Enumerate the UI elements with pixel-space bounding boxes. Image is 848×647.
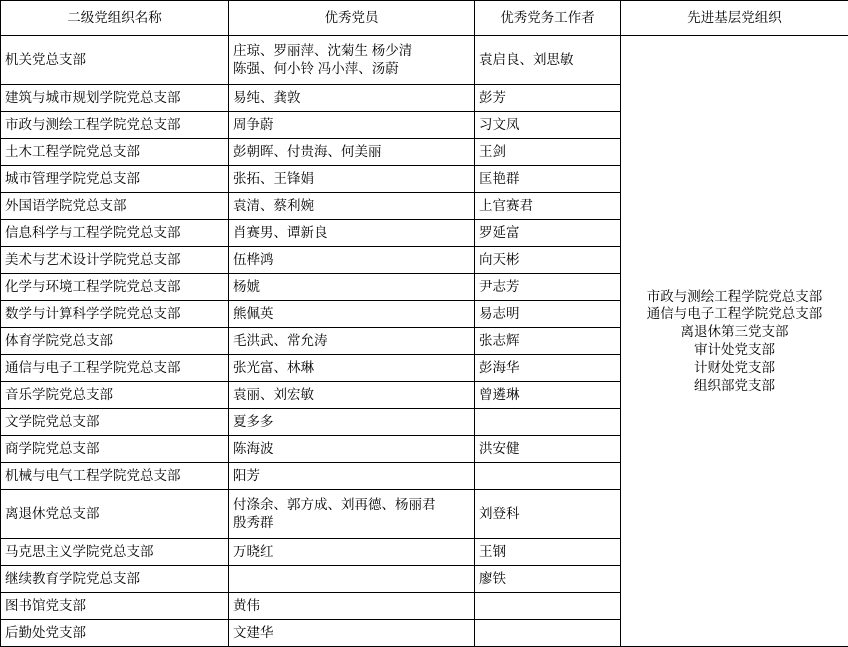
cell-org-name: 土木工程学院党总支部: [1, 139, 229, 166]
cell-members: [229, 36, 475, 85]
cell-worker: 洪安健: [475, 436, 621, 463]
cell-org-name: 继续教育学院党总支部: [1, 566, 229, 593]
table-header: [1, 1, 848, 36]
cell-members: 周争蔚: [229, 112, 475, 139]
cell-worker: 王钢: [475, 539, 621, 566]
cell-members: 文建华: [229, 620, 475, 647]
cell-worker: 向天彬: [475, 247, 621, 274]
cell-org-name: 美术与艺术设计学院党总支部: [1, 247, 229, 274]
cell-org-name: 机关党总支部: [1, 36, 229, 85]
cell-members: 熊佩英: [229, 301, 475, 328]
cell-members: 肖赛男、谭新良: [229, 220, 475, 247]
advanced-org-line: 审计处党支部: [625, 341, 844, 359]
cell-members: 夏多多: [229, 409, 475, 436]
cell-worker: 罗延富: [475, 220, 621, 247]
cell-org-name: 建筑与城市规划学院党总支部: [1, 85, 229, 112]
cell-org-name: 音乐学院党总支部: [1, 382, 229, 409]
cell-worker: 廖铁: [475, 566, 621, 593]
cell-org-name: 商学院党总支部: [1, 436, 229, 463]
cell-worker: [475, 409, 621, 436]
cell-members: 彭朝晖、付贵海、何美丽: [229, 139, 475, 166]
cell-org-name: 市政与测绘工程学院党总支部: [1, 112, 229, 139]
cell-org-name: 数学与计算科学学院党总支部: [1, 301, 229, 328]
cell-members: 袁清、蔡利婉: [229, 193, 475, 220]
cell-advanced-orgs: [621, 36, 848, 647]
cell-worker: 习文凤: [475, 112, 621, 139]
column-header-advanced: 先进基层党组织: [621, 1, 848, 36]
member-line: 付涤余、郭方成、刘再德、杨丽君: [233, 496, 470, 514]
advanced-org-line: 通信与电子工程学院党总支部: [625, 305, 844, 323]
cell-worker: 上官赛君: [475, 193, 621, 220]
cell-worker: 袁启良、刘思敏: [475, 36, 621, 85]
cell-org-name: 外国语学院党总支部: [1, 193, 229, 220]
table-body: [1, 36, 848, 647]
cell-members: 张拓、王锋娟: [229, 166, 475, 193]
cell-worker: 张志辉: [475, 328, 621, 355]
table-row: [1, 36, 848, 85]
member-line: 殷秀群: [233, 514, 470, 532]
cell-worker: [475, 620, 621, 647]
column-header-workers: 优秀党务工作者: [475, 1, 621, 36]
cell-org-name: 图书馆党支部: [1, 593, 229, 620]
cell-worker: 王剑: [475, 139, 621, 166]
cell-org-name: 后勤处党支部: [1, 620, 229, 647]
table-header-row: [1, 1, 848, 36]
cell-worker: 刘登科: [475, 490, 621, 539]
cell-worker: 易志明: [475, 301, 621, 328]
cell-org-name: 城市管理学院党总支部: [1, 166, 229, 193]
cell-org-name: 信息科学与工程学院党总支部: [1, 220, 229, 247]
advanced-org-line: 离退休第三党支部: [625, 323, 844, 341]
cell-worker: 曾遴琳: [475, 382, 621, 409]
cell-org-name: 文学院党总支部: [1, 409, 229, 436]
cell-worker: 尹志芳: [475, 274, 621, 301]
cell-members: 袁丽、刘宏敏: [229, 382, 475, 409]
cell-org-name: 离退休党总支部: [1, 490, 229, 539]
column-header-org: 二级党组织名称: [1, 1, 229, 36]
cell-org-name: 机械与电气工程学院党总支部: [1, 463, 229, 490]
cell-worker: 匡艳群: [475, 166, 621, 193]
cell-members: [229, 490, 475, 539]
cell-org-name: 通信与电子工程学院党总支部: [1, 355, 229, 382]
cell-worker: [475, 593, 621, 620]
cell-org-name: 化学与环境工程学院党总支部: [1, 274, 229, 301]
cell-org-name: 体育学院党总支部: [1, 328, 229, 355]
cell-worker: 彭海华: [475, 355, 621, 382]
column-header-members: 优秀党员: [229, 1, 475, 36]
cell-members: 张光富、林琳: [229, 355, 475, 382]
advanced-org-line: 组织部党支部: [625, 377, 844, 395]
member-line: 陈强、何小铃 冯小萍、汤蔚: [233, 60, 470, 78]
cell-members: 杨婋: [229, 274, 475, 301]
cell-members: [229, 566, 475, 593]
advanced-org-line: 市政与测绘工程学院党总支部: [625, 288, 844, 306]
member-line: 庄琼、罗丽萍、沈菊生 杨少清: [233, 42, 470, 60]
cell-org-name: 马克思主义学院党总支部: [1, 539, 229, 566]
cell-members: 万晓红: [229, 539, 475, 566]
cell-members: 阳芳: [229, 463, 475, 490]
cell-members: 伍桦鸿: [229, 247, 475, 274]
cell-members: 毛洪武、常允涛: [229, 328, 475, 355]
advanced-org-line: 计财处党支部: [625, 359, 844, 377]
cell-members: 易纯、龚敦: [229, 85, 475, 112]
cell-members: 陈海波: [229, 436, 475, 463]
cell-members: 黄伟: [229, 593, 475, 620]
cell-worker: 彭芳: [475, 85, 621, 112]
cell-worker: [475, 463, 621, 490]
